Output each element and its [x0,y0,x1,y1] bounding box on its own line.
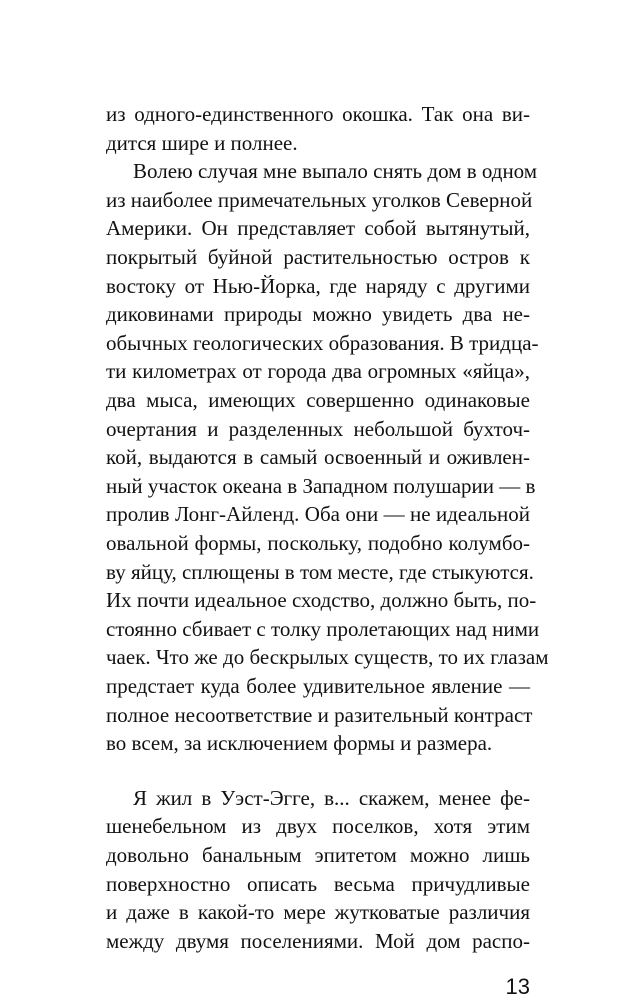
text-line: дится шире и полнее. [106,131,298,155]
text-line: два мыса, имеющих совершенно одинаковые [106,388,530,412]
text-line: пролив Лонг-Айленд. Оба они — не идеальной [106,502,530,526]
text-line: шенебельном из двух поселков, хотя этим [106,814,530,838]
text-line: предстает куда более удивительное явление — [106,674,530,698]
text-line: Америки. Он представляет собой вытянутый, [106,216,530,240]
text-line: Я жил в Уэст-Эгге, в... скажем, менее фе- [133,786,530,810]
text-line: довольно банальным эпитетом можно лишь [106,843,530,867]
text-line: ный участок океана в Западном полушарии — в [106,474,536,498]
text-line: Волею случая мне выпало снять дом в одном [133,159,538,183]
text-line: стоянно сбивает с толку пролетающих над ними [106,617,540,641]
page-number: 13 [505,974,530,999]
text-line: полное несоответствие и разительный контраст [106,703,533,727]
text-line: ти километрах от города два огромных «яйца», [106,359,530,383]
text-line: из одного-единственного окошка. Так она ви- [106,102,530,126]
text-line: диковинами природы можно увидеть два не- [106,302,530,326]
text-line: кой, выдаются в самый освоенный и оживлен- [106,445,530,469]
text-line: из наиболее примечательных уголков Северной [106,188,533,212]
text-line: и даже в какой-то мере жутковатые различия [106,900,530,924]
text-line: очертания и разделенных небольшой бухточ- [106,417,530,441]
text-line: поверхностно описать весьма причудливые [106,872,530,896]
text-line: между двумя поселениями. Мой дом распо- [106,929,530,953]
text-line: овальной формы, поскольку, подобно колумбо- [106,531,530,555]
text-line: Их почти идеальное сходство, должно быть, по- [106,588,537,612]
text-line: покрытый буйной растительностью остров к [106,245,530,269]
text-line: во всем, за исключением формы и размера. [106,731,493,755]
text-line: обычных геологических образования. В тридца- [106,331,539,355]
text-line: чаек. Что же до бескрылых существ, то их глазам [106,645,549,669]
text-line: ву яйцу, сплющены в том месте, где стыкуются. [106,560,534,584]
text-line: востоку от Нью-Йорка, где наряду с другими [106,274,530,298]
